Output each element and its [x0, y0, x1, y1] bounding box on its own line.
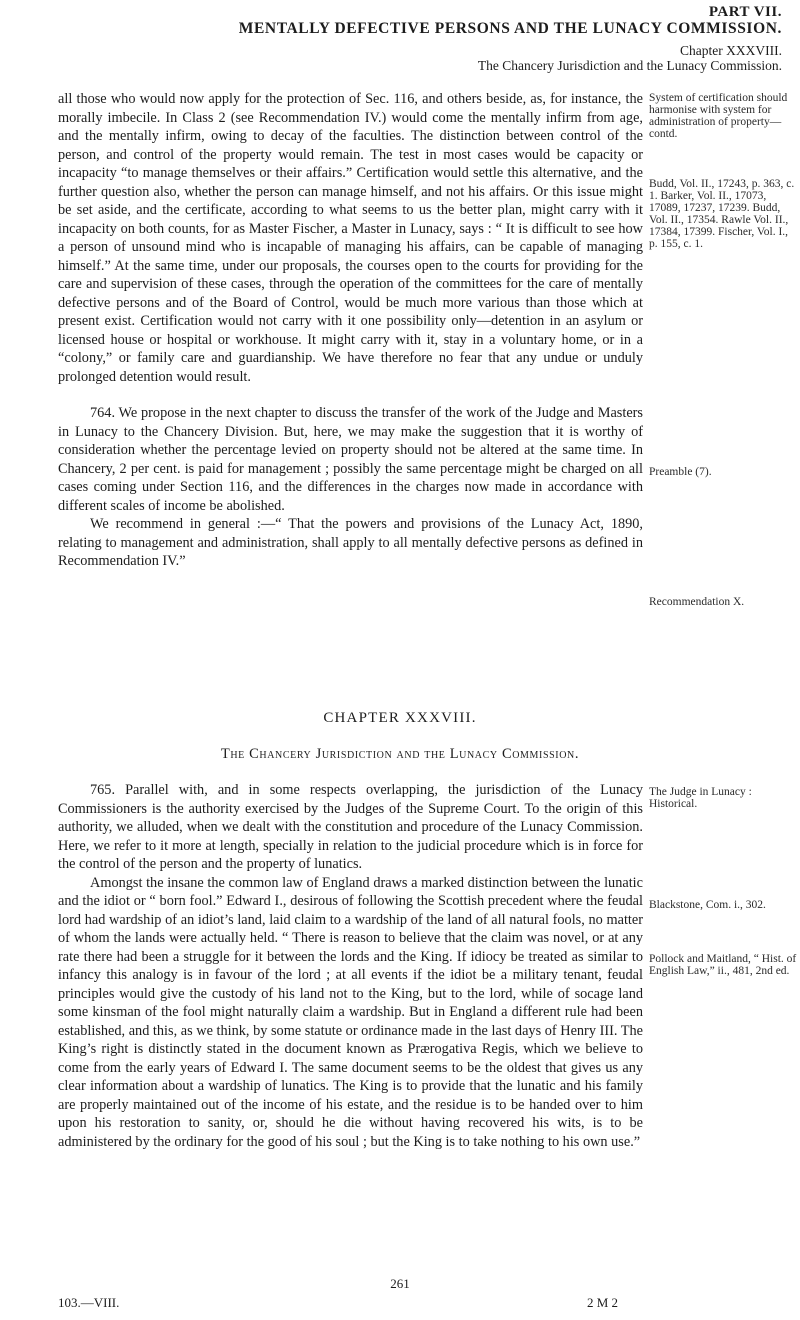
signature-mark-right: 2 M 2: [587, 1295, 619, 1310]
sidenote-preamble: Preamble (7).: [649, 466, 712, 478]
running-head-part: PART VII.: [708, 4, 782, 20]
paragraph-continued: all those who would now apply for the protection of Sec. 116, and others beside, as, for instance, the morally imbecile. In Class 2 (see Recommendation IV.) would come the mentally infirm from age, and the mentally infirm, owing to decay of the faculties. The distinction between control of the person, and control of the property would remain. The test in most cases would be capacity or incapacity “to manage themselves or their affairs.” Certification would settle this alternative, and the further question also, whether the person can manage himself, and not his affairs. Or this issue might be set aside, and the certificate, according to what seems to us the better plan, might carry with it incapacity on both counts, for as Master Fischer, a Master in Lunacy, says : “ It is difficult to see how a person of unsound mind who is incapable of managing his affairs, can be capable of managing himself.” At the same time, under our proposals, the courses open to the courts for providing for the care and supervision of these cases, through the operation of the committees for the care of mentally defective persons and of the Board of Control, would be much more various than those which at present exist. Certification would not carry with it one possibility only—detention in an asylum or licensed house or hospital or workhouse. It might carry with it, stay in a voluntary home, or in a “colony,” or family care and guardianship. We have therefore no fear that any undue or unduly prolonged detention would result.: [58, 91, 643, 385]
body-column-top: [58, 90, 643, 571]
running-head-title: MENTALLY DEFECTIVE PERSONS AND THE LUNACY COMMISSION.: [238, 20, 782, 37]
sidenote-certification: System of certification should harmonise with system for administration of property—contd.: [649, 92, 788, 140]
chapter-heading: CHAPTER XXXVIII.: [323, 710, 477, 726]
paragraph-764: 764. We propose in the next chapter to discuss the transfer of the work of the Judge and Masters in Lunacy to the Chancery Division. But, here, we may make the suggestion that it is worthy of consideration whether the percentage levied on property should not be altered at the same time. In Chancery, 2 per cent. is paid for management ; possibly the same percentage might be charged on all cases coming under Section 116, and the differences in the charges now made in accordance with different scales of income be abolished.: [58, 405, 643, 514]
running-head-subtitle: The Chancery Jurisdiction and the Lunacy Commission.: [477, 58, 782, 73]
chapter-subheading: The Chancery Jurisdiction and the Lunacy Commission.: [220, 746, 580, 762]
sidenote-recommendation: Recommendation X.: [649, 596, 745, 608]
paragraph-historical: Amongst the insane the common law of England draws a marked distinction between the lunatic and the idiot or “ born fool.” Edward I., desirous of following the Scottish precedent where the feudal lord had wardship of an idiot’s land, laid claim to a wardship of the land of all natural fools, no matter of whom the lands were actually held. “ There is reason to believe that the claim was novel, or at any rate there had been a struggle for it between the lords and the King. If idiocy be treated as similar to infancy this analogy is in favour of the lord ; at all events if the idiot be a military tenant, feudal principles would give the custody of his land not to the King, but to the lord, while of socage land some kinsman of the fool might naturally claim a wardship. But in England a different rule had been established, and this, as we think, by some statute or ordinance made in the last days of Henry III. The King’s right is distinctly stated in the document known as Prærogativa Regis, which we believe to come from the early years of Edward I. The same document seems to be the oldest that gives us any clear information about a wardship of lunatics. The King is to provide that the lunatic and his family are properly maintained out of the income of his estate, and the residue is to be handed over to him upon his restoration to sanity, or, should he die without having recovered his wits, is to be administered by the ordinary for the good of his soul ; but the King is to take nothing to his own use.”: [58, 874, 643, 1150]
sidenote-evidence-refs: Budd, Vol. II., 17243, p. 363, c. 1. Barker, Vol. II., 17073, 17089, 17237, 17239. Budd, Vol. II., 17354. Rawle Vol. II., 17384, 17399. Fischer, Vol. I., p. 155, c. 1.: [649, 178, 795, 250]
sidenote-judge-in-lunacy: The Judge in Lunacy : Historical.: [649, 786, 752, 810]
running-head-chapter: Chapter XXXVIII.: [680, 43, 782, 58]
sidenote-blackstone: Blackstone, Com. i., 302.: [649, 899, 766, 911]
page-number: 261: [390, 1276, 410, 1291]
sidenote-pollock-maitland: Pollock and Maitland, “ Hist. of English Law,” ii., 481, 2nd ed.: [649, 953, 797, 977]
signature-mark-left: 103.—VIII.: [58, 1295, 120, 1310]
body-column-bottom: [58, 781, 643, 1151]
paragraph-recommendation: We recommend in general :—“ That the powers and provisions of the Lunacy Act, 1890, relating to management and administration, shall apply to all mentally defective persons as defined in Recommendation IV.”: [58, 516, 643, 569]
paragraph-765: 765. Parallel with, and in some respects overlapping, the jurisdiction of the Lunacy Commissioners is the authority exercised by the Judges of the Supreme Court. To the origin of this authority, we alluded, when we dealt with the constitution and procedure of the Lunacy Commission. Here, we refer to it more at length, specially in relation to the judicial procedure which is in force for the control of the person and the property of lunatics.: [58, 782, 643, 872]
